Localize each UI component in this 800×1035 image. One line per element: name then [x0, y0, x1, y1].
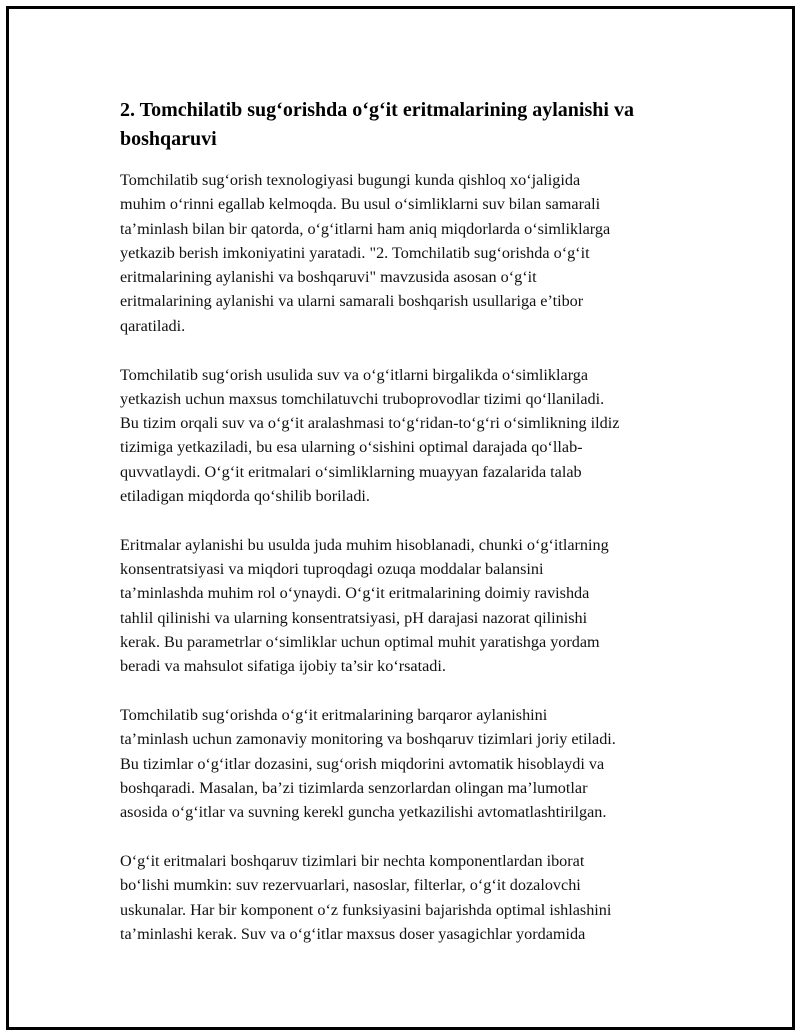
- text-line: eritmalarining aylanishi va boshqaruvi" mavzusida asosan o‘g‘it: [120, 268, 537, 287]
- text-line: bo‘lishi mumkin: suv rezervuarlari, nasoslar, filterlar, o‘g‘it dozalovchi: [120, 876, 581, 895]
- text-line: ta’minlash bilan bir qatorda, o‘g‘itlarni ham aniq miqdorlarda o‘simliklarga: [120, 219, 611, 238]
- paragraph-5: [120, 849, 690, 946]
- title-line: 2. Tomchilatib sug‘orishda o‘g‘it eritmalarining aylanishi va: [120, 99, 634, 121]
- text-line: quvvatlaydi. O‘g‘it eritmalari o‘simliklarning muayyan fazalarida talab: [120, 462, 582, 481]
- text-line: Tomchilatib sug‘orishda o‘g‘it eritmalarining barqaror aylanishini: [120, 706, 548, 725]
- text-line: etiladigan miqdorda qo‘shilib boriladi.: [120, 487, 370, 506]
- text-line: ta’minlashda muhim rol o‘ynaydi. O‘g‘it eritmalarining doimiy ravishda: [120, 584, 590, 603]
- text-line: kerak. Bu parametrlar o‘simliklar uchun optimal muhit yaratishga yordam: [120, 633, 600, 652]
- document-body: [120, 96, 690, 971]
- text-line: tizimiga yetkaziladi, bu esa ularning o‘sishini optimal darajada qo‘llab-: [120, 438, 583, 457]
- text-line: Eritmalar aylanishi bu usulda juda muhim hisoblanadi, chunki o‘g‘itlarning: [120, 535, 609, 554]
- text-line: eritmalarining aylanishi va ularni samarali boshqarish usullariga e’tibor: [120, 292, 584, 311]
- text-line: O‘g‘it eritmalari boshqaruv tizimlari bir nechta komponentlardan iborat: [120, 852, 585, 871]
- text-line: konsentratsiyasi va miqdori tuproqdagi ozuqa moddalar balansini: [120, 560, 544, 579]
- paragraph-3: [120, 533, 690, 679]
- text-line: Bu tizim orqali suv va o‘g‘it aralashmasi to‘g‘ridan-to‘g‘ri o‘simlikning ildiz: [120, 414, 620, 433]
- text-line: boshqaradi. Masalan, ba’zi tizimlarda senzorlardan olingan ma’lumotlar: [120, 779, 588, 798]
- text-line: Bu tizimlar o‘g‘itlar dozasini, sug‘orish miqdorini avtomatik hisoblaydi va: [120, 754, 605, 773]
- text-line: Tomchilatib sug‘orish texnologiyasi bugungi kunda qishloq xo‘jaligida: [120, 171, 581, 189]
- title-line: boshqaruvi: [120, 128, 217, 150]
- text-line: yetkazib berish imkoniyatini yaratadi. "2. Tomchilatib sug‘orishda o‘g‘it: [120, 243, 590, 262]
- page-frame: [6, 6, 795, 1030]
- text-line: Tomchilatib sug‘orish usulida suv va o‘g‘itlarni birgalikda o‘simliklarga: [120, 365, 589, 384]
- text-line: muhim o‘rinni egallab kelmoqda. Bu usul o‘simliklarni suv bilan samarali: [120, 195, 601, 214]
- section-title: [120, 96, 690, 154]
- text-line: tahlil qilinishi va ularning konsentratsiyasi, pH darajasi nazorat qilinishi: [120, 608, 588, 627]
- paragraph-1: [120, 168, 690, 338]
- text-line: ta’minlash uchun zamonaviy monitoring va boshqaruv tizimlari joriy etiladi.: [120, 730, 616, 749]
- text-line: beradi va mahsulot sifatiga ijobiy ta’sir ko‘rsatadi.: [120, 657, 446, 676]
- text-line: yetkazish uchun maxsus tomchilatuvchi truboprovodlar tizimi qo‘llaniladi.: [120, 389, 605, 408]
- text-line: qaratiladi.: [120, 316, 186, 335]
- text-line: asosida o‘g‘itlar va suvning kerekl guncha yetkazilishi avtomatlashtirilgan.: [120, 803, 607, 822]
- paragraph-4: [120, 703, 690, 824]
- paragraph-2: [120, 363, 690, 509]
- text-line: ta’minlashi kerak. Suv va o‘g‘itlar maxsus doser yasagichlar yordamida: [120, 925, 586, 944]
- text-line: uskunalar. Har bir komponent o‘z funksiyasini bajarishda optimal ishlashini: [120, 900, 612, 919]
